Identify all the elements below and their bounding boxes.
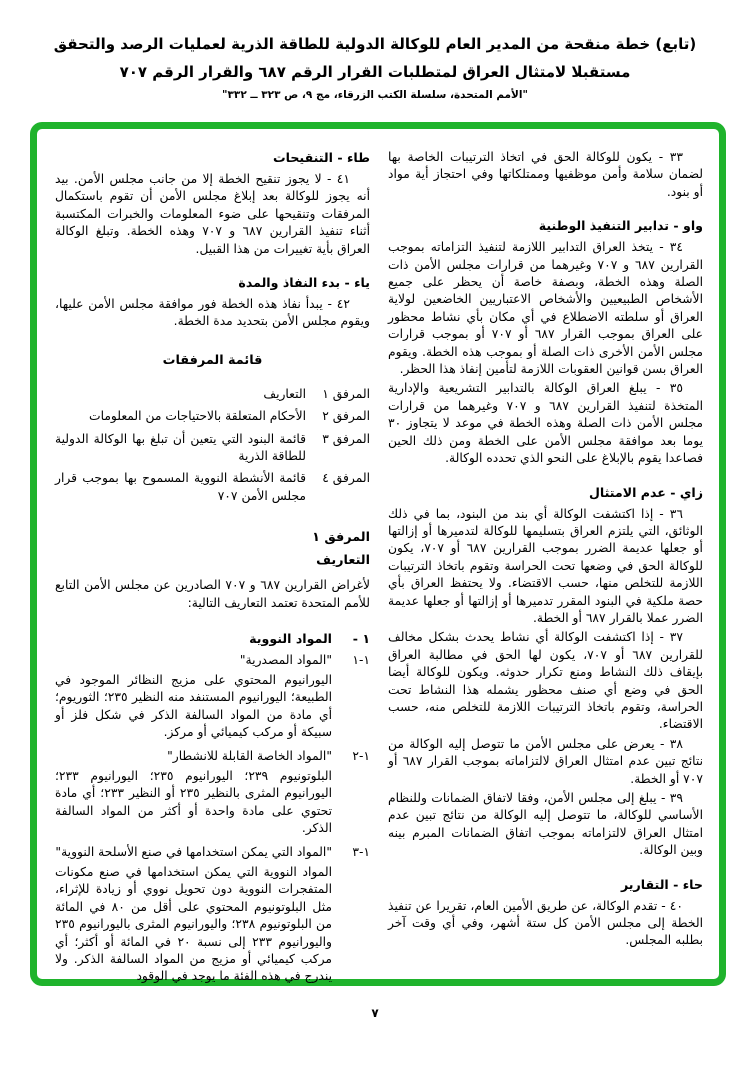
paragraph-36: ٣٦ - إذا اكتشفت الوكالة أي بند من البنود، بما في ذلك الوثائق، التي يلتزم العراق بتسليمها للوكالة لتدميرها أو إزالتها أو جعلها عديمة الضرر بموجب القرارين ٦٨٧ أو ٧٠٧، يكون للوكالة الحق في وضعها تحت الحراسة وتقوم باتخاذ الترتيبات اللازمة للتخلص منها، حسب الاقتضاء. ولا يحتفظ العراق بأي حصة ملكية في البنود المقرر تدميرها أو إزالتها أو جعلها عديمة الضرر عملا بالقرار ٦٨٧ أو الخطة. (388, 506, 703, 625)
section-heading-yaa: ياء - بدء النفاذ والمدة (238, 275, 370, 291)
highlight-frame (30, 122, 726, 986)
annex-1-heading: المرفق ١ (312, 530, 370, 546)
definition-1-heading (55, 630, 370, 647)
annex-list-item-3 (55, 431, 370, 466)
column-right (388, 149, 703, 979)
paragraph-38: ٣٨ - يعرض على مجلس الأمن ما تتوصل إليه الوكالة من نتائج تبين عدم امتثال العراق لالتزاماته بموجب القرار ٦٨٧ أو ٧٠٧ أو الخطة. (388, 736, 704, 786)
definition-1-1-text: اليورانيوم المحتوي على مزيج النظائر الموجود في الطبيعة؛ اليورانيوم المستنفد منه النظير ٢٣٥؛ الثوريوم؛ أي مادة من المواد السالفة الذكر في شكل فلز أو سبيكة أو مركب كيميائي أو مركز. (55, 672, 332, 740)
definition-1-2-text: البلوتونيوم ٢٣٩؛ اليورانيوم ٢٣٥؛ اليورانيوم ٢٣٣؛ اليورانيوم المثرى بالنظير ٢٣٥ أو النظير ٢٣٣؛ أي مادة تحتوي على مادة واحدة أو أكثر من المواد السالفة الذكر. (55, 768, 332, 836)
column-left (55, 149, 370, 984)
section-heading-zay: زاي - عدم الامتثال (588, 484, 703, 500)
paragraph-41: ٤١ - لا يجوز تنقيح الخطة إلا من جانب مجلس الأمن. بيد أنه يجوز للوكالة بعد إبلاغ مجلس الأمن أن تقوم باستكمال المرفقات وتنقيحها على ضوء المعلومات والخبرات المكتسبة أثناء تنفيذ القرارين ٦٨٧ و ٧٠٧ وهذه الخطة. وتبلغ الوكالة العراق بأية تغييرات من هذا القبيل. (55, 172, 370, 256)
section-heading-haa: حاء - التقارير (620, 876, 703, 892)
paragraph-35: ٣٥ - يبلغ العراق الوكالة بالتدابير التشريعية والإدارية المتخذة لتنفيذ القرارين ٦٨٧ و ٧٠٧ وغيرهما من قرارات مجلس الأمن ذات الصلة وهذه الخطة في موعد لا يتجاوز ٣٠ يوما بعد موافقة مجلس الأمن على الخطة ومن ذلك الحين فصاعدا يقوم بالإبلاغ على النحو الذي تحدده الوكالة. (388, 381, 703, 466)
annex-text: قائمة الأنشطة النووية المسموح بها بموجب قرار مجلس الأمن ٧٠٧ (55, 471, 306, 503)
paragraph-34: ٣٤ - يتخذ العراق التدابير اللازمة لتنفيذ التزاماته بموجب القرارين ٦٨٧ و ٧٠٧ وغيرهما من قرارات مجلس الأمن ذات الصلة وهذه الخطة، وبصفة خاصة أن يحظر على جميع الأشخاص الطبيعيين والأشخاص الاعتباريين الخاضعين لولاية العراق أو سلطته الاضطلاع في أي مكان بأي نشاط محظور على العراق بموجب القرار ٦٨٧ أو ٧٠٧ أو بموجب قرارات مجلس الأمن الأخرى ذات الصلة أو بموجب هذه الخطة. ويقوم العراق بسن قوانين العقوبات اللازمة لتأمين إنفاذ هذا الحظر. (388, 240, 703, 377)
paragraph-42: ٤٢ - يبدأ نفاذ هذه الخطة فور موافقة مجلس الأمن عليها، ويقوم مجلس الأمن بتحديد مدة الخطة. (55, 297, 370, 329)
annex-list-title: قائمة المرفقات (162, 352, 263, 368)
annex-list-item-4 (55, 470, 370, 505)
paragraph-40: ٤٠ - تقدم الوكالة، عن طريق الأمين العام، تقريرا عن تنفيذ الخطة إلى مجلس الأمن كل ستة أشهر، وفي أي وقت آخر بطلبه المجلس. (388, 898, 703, 948)
annex-text: قائمة البنود التي يتعين أن تبلغ بها الوكالة الدولية للطاقة الذرية (55, 431, 306, 464)
annex-label: المرفق ٤ (322, 471, 370, 486)
two-column-text-area (37, 129, 719, 984)
annex-label: المرفق ١ (322, 386, 370, 401)
definition-1-1-heading (55, 652, 370, 669)
definition-number: ١-٣ (352, 844, 370, 859)
section-heading-waw: واو - تدابير التنفيذ الوطنية (538, 218, 703, 234)
definition-number: ١-٢ (352, 748, 370, 763)
section-heading-taa: طاء - التنقيحات (272, 150, 370, 165)
document-header (0, 0, 750, 101)
definition-title: "المواد التي يمكن استخدامها في صنع الأسلحة النووية" (55, 844, 332, 859)
annex-list-item-1 (55, 386, 370, 403)
document-source-citation: "الأمم المتحدة، سلسلة الكتب الزرقاء، مج ٩، ص ٣٢٣ ــ ٣٣٢" (222, 89, 528, 101)
page-number: ٧ (371, 1006, 379, 1020)
definition-1-3-text: المواد النووية التي يمكن استخدامها في صنع مكونات المتفجرات النووية دون تحويل نووي أو زيادة للإثراء، مثل البلوتونيوم المحتوي على أقل من ٨٠ في المائة من البلوتونيوم ٢٣٨؛ واليورانيوم المثرى باليورانيوم ٢٣٥ واليورانيوم ٢٣٣ إلى نسبة ٢٠ في المائة أو أكثر؛ أي مركب كيميائي أو مزيج من المواد السالفة الذكر. ولا يندرج في هذه الفئة ما يوجد في الوقود (55, 864, 332, 984)
definition-number: ١ - (352, 631, 370, 647)
annex-1-subheading: التعاريف (316, 553, 370, 569)
definition-1-2-heading (55, 748, 370, 765)
definition-number: ١-١ (352, 652, 370, 667)
paragraph-39: ٣٩ - يبلغ إلى مجلس الأمن، وفقا لاتفاق الضمانات وللنظام الأساسي للوكالة، ما تتوصل إليه الوكالة من نتائج تبين عدم امتثال العراق لالتزاماته بموجب اتفاق الضمانات المبرم بينه وبين الوكالة. (388, 791, 703, 858)
annex-label: المرفق ٢ (322, 409, 370, 424)
definition-1-3-heading (55, 844, 370, 861)
paragraph-33: ٣٣ - يكون للوكالة الحق في اتخاذ الترتيبات الخاصة بها لضمان سلامة وأمن موظفيها وممتلكاتها وفي احتجاز أية مواد أو بنود. (388, 150, 703, 199)
annex-text: الأحكام المتعلقة بالاحتياجات من المعلومات (89, 409, 306, 424)
document-title-line-1: (تابع) خطة منقحة من المدير العام للوكالة الدولية للطاقة الذرية لعمليات الرصد والتحقق (53, 35, 697, 53)
definition-title: المواد النووية (249, 631, 332, 647)
definition-title: "المواد المصدرية" (239, 652, 332, 667)
annex-list-item-2 (55, 408, 370, 425)
annex-1-intro: لأغراض القرارين ٦٨٧ و ٧٠٧ الصادرين عن مجلس الأمن التابع للأمم المتحدة تعتمد التعاريف التالية: (55, 578, 370, 610)
definition-title: "المواد الخاصة القابلة للانشطار" (167, 748, 332, 763)
paragraph-37: ٣٧ - إذا اكتشفت الوكالة أي نشاط يحدث بشكل مخالف للقرارين ٦٨٧ أو ٧٠٧، يكون لها الحق في مطالبة العراق بإيقاف ذلك النشاط ومنع تكرار حدوثه. ويكون للوكالة أيضا الحق في وضع أي صنف محظور يشمله هذا النشاط تحت الحراسة، وتقوم باتخاذ الترتيبات اللازمة للتخلص منه، حسب الاقتضاء. (388, 630, 703, 732)
document-title-line-2: مستقبلا لامتثال العراق لمتطلبات القرار الرقم ٦٨٧ والقرار الرقم ٧٠٧ (119, 63, 631, 81)
annex-text: التعاريف (263, 386, 306, 401)
annex-label: المرفق ٣ (322, 431, 370, 446)
